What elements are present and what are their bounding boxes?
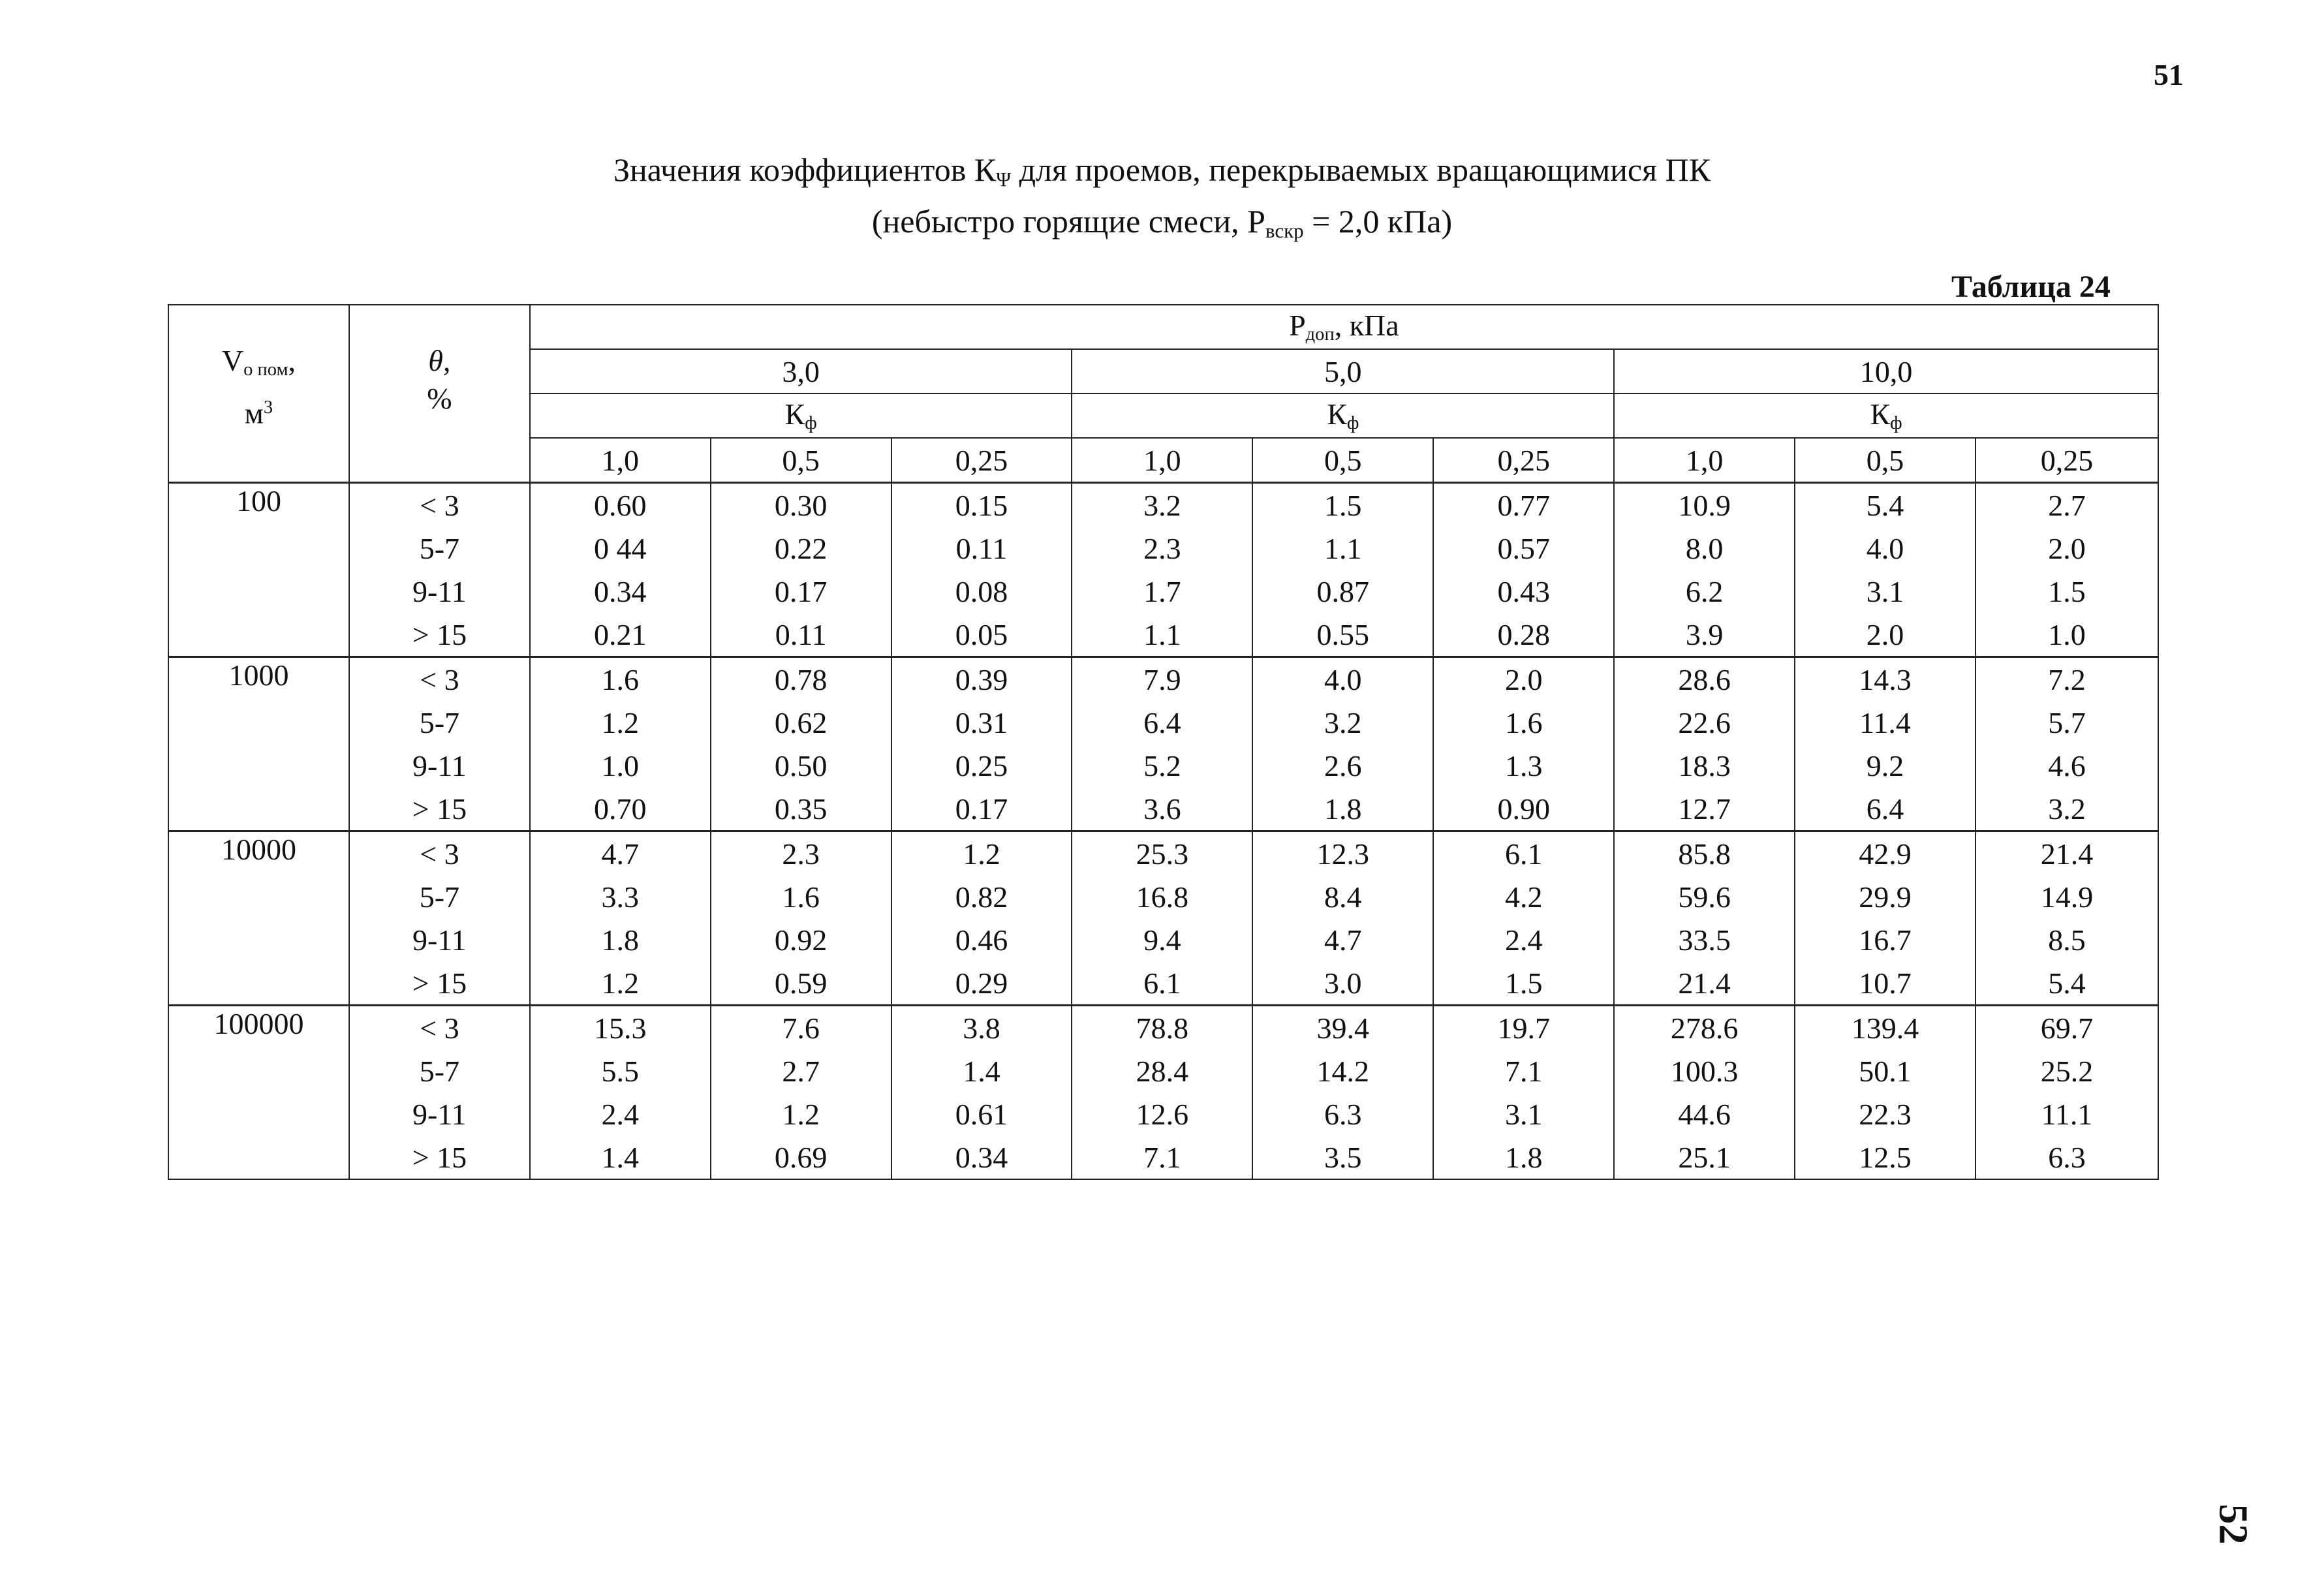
- header-volume-unit: м: [244, 396, 264, 430]
- header-pressure: [530, 305, 2158, 349]
- value-cell: 1.6: [711, 875, 891, 918]
- theta-cell: 9-11: [349, 1092, 530, 1136]
- header-kf-subscript: ф: [1346, 413, 1359, 434]
- value-cell: 8.0: [1614, 527, 1795, 570]
- header-kf-value: 1,0: [530, 438, 711, 483]
- table-row: [168, 961, 2158, 1006]
- value-cell: 22.3: [1795, 1092, 1975, 1136]
- value-cell: 6.2: [1614, 570, 1795, 613]
- value-cell: 16.8: [1072, 875, 1252, 918]
- theta-cell: 5-7: [349, 875, 530, 918]
- value-cell: 22.6: [1614, 701, 1795, 744]
- value-cell: 2.7: [1975, 483, 2158, 527]
- volume-cell: 100000: [168, 1006, 349, 1180]
- value-cell: 0.46: [891, 918, 1072, 961]
- value-cell: 0.34: [530, 570, 711, 613]
- value-cell: 11.4: [1795, 701, 1975, 744]
- header-pressure-unit: , кПа: [1334, 309, 1399, 343]
- value-cell: 3.9: [1614, 613, 1795, 657]
- header-theta: [349, 305, 530, 483]
- value-cell: 1.4: [891, 1049, 1072, 1092]
- header-volume-subscript: о пом: [243, 360, 288, 380]
- value-cell: 4.2: [1433, 875, 1614, 918]
- value-cell: 0.92: [711, 918, 891, 961]
- value-cell: 0.55: [1252, 613, 1433, 657]
- value-cell: 7.2: [1975, 657, 2158, 702]
- value-cell: 5.4: [1975, 961, 2158, 1006]
- table-row: [168, 701, 2158, 744]
- value-cell: 19.7: [1433, 1006, 1614, 1050]
- value-cell: 4.0: [1252, 657, 1433, 702]
- value-cell: 1.0: [1975, 613, 2158, 657]
- value-cell: 14.9: [1975, 875, 2158, 918]
- header-theta-unit: %: [427, 382, 452, 415]
- theta-cell: 9-11: [349, 570, 530, 613]
- header-kf: [1072, 394, 1614, 438]
- page-number: 51: [2154, 58, 2184, 91]
- value-cell: 7.1: [1072, 1136, 1252, 1179]
- table-row: [168, 875, 2158, 918]
- theta-cell: > 15: [349, 787, 530, 831]
- value-cell: 0.82: [891, 875, 1072, 918]
- header-kf: [530, 394, 1072, 438]
- theta-cell: 5-7: [349, 1049, 530, 1092]
- table-body: [168, 483, 2158, 1180]
- value-cell: 2.6: [1252, 744, 1433, 787]
- table-row: [168, 483, 2158, 527]
- coefficient-table: [168, 304, 2159, 1180]
- value-cell: 0.70: [530, 787, 711, 831]
- value-cell: 0.05: [891, 613, 1072, 657]
- table-row: [168, 1006, 2158, 1050]
- value-cell: 7.9: [1072, 657, 1252, 702]
- volume-cell: 10000: [168, 831, 349, 1006]
- table-row: [168, 527, 2158, 570]
- value-cell: 0.59: [711, 961, 891, 1006]
- value-cell: 2.3: [1072, 527, 1252, 570]
- value-cell: 0.62: [711, 701, 891, 744]
- value-cell: 2.7: [711, 1049, 891, 1092]
- volume-cell: 1000: [168, 657, 349, 831]
- value-cell: 6.4: [1072, 701, 1252, 744]
- value-cell: 12.6: [1072, 1092, 1252, 1136]
- value-cell: 0.29: [891, 961, 1072, 1006]
- value-cell: 0.57: [1433, 527, 1614, 570]
- value-cell: 3.1: [1795, 570, 1975, 613]
- value-cell: 0.28: [1433, 613, 1614, 657]
- theta-cell: < 3: [349, 831, 530, 876]
- table-row: [168, 831, 2158, 876]
- value-cell: 1.5: [1252, 483, 1433, 527]
- value-cell: 11.1: [1975, 1092, 2158, 1136]
- title-subscript: Ψ: [996, 167, 1012, 191]
- value-cell: 0.31: [891, 701, 1072, 744]
- value-cell: 2.4: [1433, 918, 1614, 961]
- value-cell: 0 44: [530, 527, 711, 570]
- table-row: [168, 918, 2158, 961]
- table-row: [168, 570, 2158, 613]
- table-row: [168, 1092, 2158, 1136]
- value-cell: 1.5: [1975, 570, 2158, 613]
- header-kf-value: 0,25: [1975, 438, 2158, 483]
- value-cell: 1.0: [530, 744, 711, 787]
- value-cell: 6.3: [1252, 1092, 1433, 1136]
- value-cell: 1.4: [530, 1136, 711, 1179]
- value-cell: 1.1: [1252, 527, 1433, 570]
- value-cell: 39.4: [1252, 1006, 1433, 1050]
- value-cell: 9.4: [1072, 918, 1252, 961]
- value-cell: 4.0: [1795, 527, 1975, 570]
- theta-cell: > 15: [349, 1136, 530, 1179]
- table-row: [168, 787, 2158, 831]
- header-pressure-value: 5,0: [1072, 349, 1614, 394]
- value-cell: 0.39: [891, 657, 1072, 702]
- title-line-1: [0, 149, 2324, 200]
- value-cell: 2.0: [1433, 657, 1614, 702]
- value-cell: 0.30: [711, 483, 891, 527]
- value-cell: 0.25: [891, 744, 1072, 787]
- header-kf-value: 1,0: [1072, 438, 1252, 483]
- header-kf-subscript: ф: [1890, 413, 1902, 434]
- value-cell: 59.6: [1614, 875, 1795, 918]
- header-kf-symbol: К: [784, 397, 805, 431]
- value-cell: 0.60: [530, 483, 711, 527]
- value-cell: 1.2: [530, 961, 711, 1006]
- value-cell: 0.61: [891, 1092, 1072, 1136]
- value-cell: 0.77: [1433, 483, 1614, 527]
- value-cell: 10.7: [1795, 961, 1975, 1006]
- header-volume-symbol: V: [221, 344, 244, 377]
- value-cell: 5.7: [1975, 701, 2158, 744]
- table-row: [168, 1136, 2158, 1179]
- value-cell: 3.0: [1252, 961, 1433, 1006]
- value-cell: 0.21: [530, 613, 711, 657]
- theta-cell: 5-7: [349, 701, 530, 744]
- value-cell: 78.8: [1072, 1006, 1252, 1050]
- table-row: [168, 744, 2158, 787]
- value-cell: 5.2: [1072, 744, 1252, 787]
- value-cell: 0.50: [711, 744, 891, 787]
- value-cell: 4.7: [1252, 918, 1433, 961]
- header-kf: [1614, 394, 2158, 438]
- value-cell: 8.4: [1252, 875, 1433, 918]
- table-caption: Таблица 24: [1951, 270, 2111, 304]
- header-kf-value: 0,5: [1795, 438, 1975, 483]
- value-cell: 9.2: [1795, 744, 1975, 787]
- value-cell: 44.6: [1614, 1092, 1795, 1136]
- value-cell: 1.1: [1072, 613, 1252, 657]
- value-cell: 12.7: [1614, 787, 1795, 831]
- value-cell: 16.7: [1795, 918, 1975, 961]
- header-kf-value: 1,0: [1614, 438, 1795, 483]
- theta-cell: > 15: [349, 613, 530, 657]
- value-cell: 139.4: [1795, 1006, 1975, 1050]
- value-cell: 1.8: [1252, 787, 1433, 831]
- table-row: [168, 613, 2158, 657]
- header-kf-subscript: ф: [805, 413, 817, 434]
- theta-cell: 9-11: [349, 744, 530, 787]
- document-title: [0, 149, 2324, 252]
- title-subscript: вскр: [1265, 219, 1304, 242]
- value-cell: 1.2: [530, 701, 711, 744]
- value-cell: 1.6: [1433, 701, 1614, 744]
- value-cell: 0.78: [711, 657, 891, 702]
- value-cell: 3.3: [530, 875, 711, 918]
- value-cell: 3.5: [1252, 1136, 1433, 1179]
- header-pressure-value: 3,0: [530, 349, 1072, 394]
- value-cell: 0.11: [711, 613, 891, 657]
- value-cell: 8.5: [1975, 918, 2158, 961]
- theta-cell: 5-7: [349, 527, 530, 570]
- value-cell: 2.4: [530, 1092, 711, 1136]
- value-cell: 21.4: [1975, 831, 2158, 876]
- value-cell: 2.3: [711, 831, 891, 876]
- value-cell: 3.2: [1072, 483, 1252, 527]
- value-cell: 1.2: [891, 831, 1072, 876]
- value-cell: 100.3: [1614, 1049, 1795, 1092]
- value-cell: 10.9: [1614, 483, 1795, 527]
- header-theta-symbol: θ,: [428, 344, 451, 377]
- value-cell: 12.3: [1252, 831, 1433, 876]
- table-row: [168, 657, 2158, 702]
- value-cell: 1.2: [711, 1092, 891, 1136]
- value-cell: 12.5: [1795, 1136, 1975, 1179]
- value-cell: 25.2: [1975, 1049, 2158, 1092]
- value-cell: 6.4: [1795, 787, 1975, 831]
- header-kf-value: 0,5: [1252, 438, 1433, 483]
- value-cell: 1.7: [1072, 570, 1252, 613]
- header-volume: [168, 305, 349, 483]
- header-pressure-subscript: доп: [1305, 324, 1335, 345]
- value-cell: 3.8: [891, 1006, 1072, 1050]
- title-text: = 2,0 кПа): [1303, 202, 1453, 240]
- value-cell: 0.11: [891, 527, 1072, 570]
- value-cell: 3.1: [1433, 1092, 1614, 1136]
- value-cell: 1.6: [530, 657, 711, 702]
- value-cell: 1.8: [1433, 1136, 1614, 1179]
- value-cell: 0.15: [891, 483, 1072, 527]
- value-cell: 6.1: [1433, 831, 1614, 876]
- value-cell: 4.6: [1975, 744, 2158, 787]
- value-cell: 0.35: [711, 787, 891, 831]
- value-cell: 2.0: [1795, 613, 1975, 657]
- value-cell: 0.08: [891, 570, 1072, 613]
- value-cell: 33.5: [1614, 918, 1795, 961]
- header-pressure-value: 10,0: [1614, 349, 2158, 394]
- header-kf-value: 0,25: [891, 438, 1072, 483]
- header-kf-symbol: К: [1870, 397, 1891, 431]
- value-cell: 69.7: [1975, 1006, 2158, 1050]
- header-kf-symbol: К: [1327, 397, 1347, 431]
- value-cell: 2.0: [1975, 527, 2158, 570]
- value-cell: 25.3: [1072, 831, 1252, 876]
- value-cell: 18.3: [1614, 744, 1795, 787]
- value-cell: 1.3: [1433, 744, 1614, 787]
- title-text: для проемов, перекрываемых вращающимися ПК: [1011, 151, 1711, 188]
- title-text: Значения коэффициентов К: [613, 151, 997, 188]
- value-cell: 0.22: [711, 527, 891, 570]
- header-pressure-symbol: Р: [1289, 309, 1306, 343]
- value-cell: 15.3: [530, 1006, 711, 1050]
- value-cell: 0.17: [711, 570, 891, 613]
- theta-cell: > 15: [349, 961, 530, 1006]
- value-cell: 1.8: [530, 918, 711, 961]
- table-row: [168, 1049, 2158, 1092]
- value-cell: 3.2: [1975, 787, 2158, 831]
- value-cell: 278.6: [1614, 1006, 1795, 1050]
- theta-cell: < 3: [349, 483, 530, 527]
- value-cell: 29.9: [1795, 875, 1975, 918]
- value-cell: 21.4: [1614, 961, 1795, 1006]
- value-cell: 3.6: [1072, 787, 1252, 831]
- value-cell: 0.34: [891, 1136, 1072, 1179]
- value-cell: 0.17: [891, 787, 1072, 831]
- value-cell: 85.8: [1614, 831, 1795, 876]
- value-cell: 28.4: [1072, 1049, 1252, 1092]
- value-cell: 0.90: [1433, 787, 1614, 831]
- value-cell: 25.1: [1614, 1136, 1795, 1179]
- value-cell: 28.6: [1614, 657, 1795, 702]
- value-cell: 50.1: [1795, 1049, 1975, 1092]
- value-cell: 14.2: [1252, 1049, 1433, 1092]
- value-cell: 0.69: [711, 1136, 891, 1179]
- header-kf-value: 0,5: [711, 438, 891, 483]
- value-cell: 6.1: [1072, 961, 1252, 1006]
- header-volume-unit-exp: 3: [263, 397, 273, 418]
- value-cell: 42.9: [1795, 831, 1975, 876]
- theta-cell: 9-11: [349, 918, 530, 961]
- value-cell: 14.3: [1795, 657, 1975, 702]
- value-cell: 5.5: [530, 1049, 711, 1092]
- title-text: (небыстро горящие смеси, Р: [871, 202, 1265, 240]
- header-kf-value: 0,25: [1433, 438, 1614, 483]
- value-cell: 0.43: [1433, 570, 1614, 613]
- theta-cell: < 3: [349, 657, 530, 702]
- value-cell: 6.3: [1975, 1136, 2158, 1179]
- header-volume-comma: ,: [288, 344, 296, 377]
- side-page-number: 52: [2210, 1504, 2255, 1545]
- theta-cell: < 3: [349, 1006, 530, 1050]
- value-cell: 5.4: [1795, 483, 1975, 527]
- value-cell: 0.87: [1252, 570, 1433, 613]
- value-cell: 7.1: [1433, 1049, 1614, 1092]
- value-cell: 3.2: [1252, 701, 1433, 744]
- title-line-2: [0, 200, 2324, 252]
- value-cell: 1.5: [1433, 961, 1614, 1006]
- volume-cell: 100: [168, 483, 349, 657]
- value-cell: 7.6: [711, 1006, 891, 1050]
- value-cell: 4.7: [530, 831, 711, 876]
